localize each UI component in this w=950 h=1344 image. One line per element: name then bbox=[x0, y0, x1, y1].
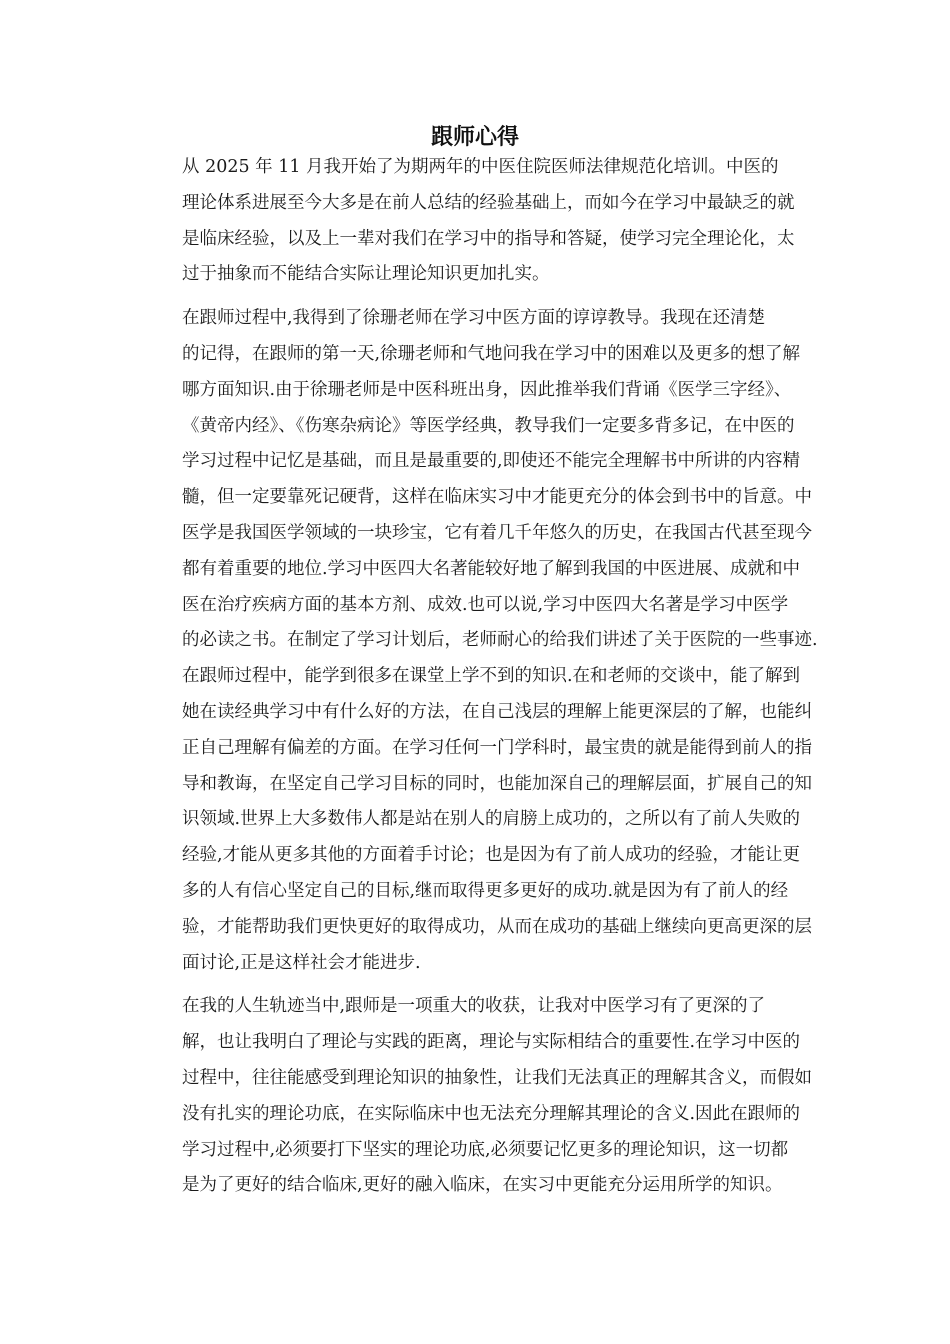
text-line: 是为了更好的结合临床,更好的融入临床，在实习中更能充分运用所学的知识。 bbox=[182, 1175, 783, 1196]
text-line: 经验,才能从更多其他的方面着手讨论；也是因为有了前人成功的经验，才能让更 bbox=[182, 845, 801, 866]
paragraph bbox=[145, 989, 810, 1204]
text-line: 在跟师过程中，能学到很多在课堂上学不到的知识.在和老师的交谈中，能了解到 bbox=[182, 666, 801, 687]
text-line: 在跟师过程中,我得到了徐珊老师在学习中医方面的谆谆教导。我现在还清楚 bbox=[182, 308, 766, 329]
text-line: 医在治疗疾病方面的基本方剂、成效.也可以说,学习中医四大名著是学习中医学 bbox=[182, 594, 789, 615]
document-title: 跟师心得 bbox=[430, 125, 519, 150]
paragraph bbox=[145, 301, 818, 981]
paragraph bbox=[145, 150, 810, 293]
text-line: 医学是我国医学领域的一块珍宝，它有着几千年悠久的历史，在我国古代甚至现今 bbox=[182, 522, 812, 543]
text-line: 多的人有信心坚定自己的目标,继而取得更多更好的成功.就是因为有了前人的经 bbox=[182, 880, 789, 901]
text-line: 《黄帝内经》、《伤寒杂病论》等医学经典，教导我们一定要多背多记，在中医的 bbox=[182, 415, 795, 436]
text-line: 都有着重要的地位.学习中医四大名著能较好地了解到我国的中医进展、成就和中 bbox=[182, 558, 801, 579]
text-line: 的必读之书。在制定了学习计划后，老师耐心的给我们讲述了关于医院的一些事迹. bbox=[182, 630, 818, 651]
text-line: 识领域.世界上大多数伟人都是站在别人的肩膀上成功的，之所以有了前人失败的 bbox=[182, 809, 801, 830]
text-line: 解，也让我明白了理论与实践的距离，理论与实际相结合的重要性.在学习中医的 bbox=[182, 1032, 801, 1053]
text-line: 髓，但一定要靠死记硬背，这样在临床实习中才能更充分的体会到书中的旨意。中 bbox=[182, 487, 812, 508]
text-line: 理论体系进展至今大多是在前人总结的经验基础上，而如今在学习中最缺乏的就 bbox=[182, 192, 795, 213]
text-line: 学习过程中,必须要打下坚实的理论功底,必须要记忆更多的理论知识，这一切都 bbox=[182, 1139, 789, 1160]
text-line: 验，才能帮助我们更快更好的取得成功，从而在成功的基础上继续向更高更深的层 bbox=[182, 916, 812, 937]
text-line: 在我的人生轨迹当中,跟师是一项重大的收获，让我对中医学习有了更深的了 bbox=[182, 996, 766, 1017]
text-line: 没有扎实的理论功底，在实际临床中也无法充分理解其理论的含义.因此在跟师的 bbox=[182, 1103, 801, 1124]
text-line: 学习过程中记忆是基础，而且是最重要的,即使还不能完全理解书中所讲的内容精 bbox=[182, 451, 801, 472]
text-line: 她在读经典学习中有什么好的方法，在自己浅层的理解上能更深层的了解，也能纠 bbox=[182, 701, 812, 722]
document-body bbox=[145, 150, 818, 1204]
text-line: 是临床经验，以及上一辈对我们在学习中的指导和答疑，使学习完全理论化，太 bbox=[182, 228, 795, 249]
text-line: 面讨论,正是这样社会才能进步. bbox=[182, 952, 421, 973]
text-line: 从 2025 年 11 月我开始了为期两年的中医住院医师法律规范化培训。中医的 bbox=[182, 157, 779, 177]
text-line: 过于抽象而不能结合实际让理论知识更加扎实。 bbox=[182, 264, 550, 285]
text-line: 哪方面知识.由于徐珊老师是中医科班出身，因此推举我们背诵《医学三字经》、 bbox=[182, 379, 792, 400]
text-line: 导和教诲，在坚定自己学习目标的同时，也能加深自己的理解层面，扩展自己的知 bbox=[182, 773, 812, 794]
text-line: 的记得，在跟师的第一天,徐珊老师和气地问我在学习中的困难以及更多的想了解 bbox=[182, 343, 801, 364]
text-line: 正自己理解有偏差的方面。在学习任何一门学科时，最宝贵的就是能得到前人的指 bbox=[182, 737, 812, 758]
text-line: 过程中，往往能感受到理论知识的抽象性，让我们无法真正的理解其含义，而假如 bbox=[182, 1067, 812, 1088]
